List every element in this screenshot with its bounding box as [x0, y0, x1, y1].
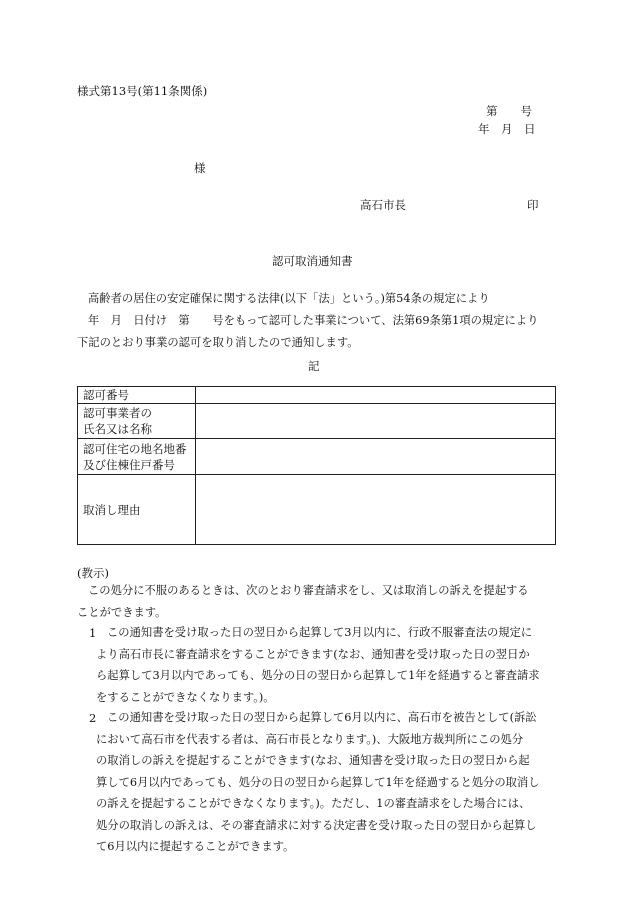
item-line: この通知書を受け取った日の翌日から起算して6月以内に、高石市を被告として(訴訟: [107, 711, 537, 724]
item-1-number: 1: [89, 626, 97, 640]
instruction-intro: [77, 580, 555, 623]
instruction-item-1: [96, 622, 556, 708]
row-label: 認可住宅の地名地番 及び住棟住戸番号: [78, 439, 196, 475]
row-label: 認可番号: [78, 387, 196, 404]
table-row: [78, 387, 556, 404]
form-number: 様式第13号(第11条関係): [77, 84, 208, 98]
issuer-name: 高石市長: [360, 198, 406, 212]
body-line: 高齢者の居住の安定確保に関する法律(以下「法」という。)第54条の規定により: [88, 292, 490, 305]
item-line: て6月以内に提起することができます。: [96, 840, 295, 853]
item-line: より高石市長に審査請求をすることができます(なお、通知書を受け取った日の翌日か: [96, 647, 530, 661]
table-row: [78, 439, 556, 475]
body-line: 下記のとおり事業の認可を取り消したので通知します。: [77, 336, 359, 349]
addressee-suffix: 様: [194, 161, 206, 175]
revocation-table: [77, 386, 556, 545]
item-line: の訴えを提起することができなくなります。)。ただし、1の審査請求をした場合には、: [96, 797, 531, 810]
intro-line: ことができます。: [77, 605, 167, 619]
row-value-field[interactable]: [196, 439, 556, 475]
row-value-field[interactable]: [196, 475, 556, 545]
item-line: 処分の取消しの訴えは、その審査請求に対する決定書を受け取った日の翌日から起算し: [96, 818, 537, 832]
row-value-field[interactable]: [196, 404, 556, 439]
row-value-field[interactable]: [196, 387, 556, 404]
item-line: をすることができなくなります。)。: [96, 690, 275, 704]
item-line: 算して6月以内であっても、処分の日の翌日から起算して1年を経過すると処分の取消し: [96, 775, 540, 789]
item-2-number: 2: [89, 711, 97, 725]
intro-line: この処分に不服のあるときは、次のとおり審査請求をし、又は取消しの訴えを提起する: [88, 584, 529, 597]
table-row: [78, 404, 556, 439]
item-line: において高石市を代表する者は、高石市長となります。)、大阪地方裁判所にこの処分: [96, 732, 524, 746]
row-label: 取消し理由: [78, 475, 196, 545]
issue-date: 年 月 日: [478, 122, 536, 136]
body-line: 年 月 日付け 第 号をもって認可した事業について、法第69条第1項の規定により: [88, 314, 539, 327]
document-title: 認可取消通知書: [272, 254, 353, 268]
ki-heading: 記: [308, 359, 320, 373]
instruction-heading: (教示): [77, 566, 109, 580]
document-number: 第 号: [486, 104, 532, 118]
body-text: [77, 288, 555, 354]
item-line: ら起算して3月以内であっても、処分の日の翌日から起算して1年を経過すると審査請求: [96, 669, 540, 682]
table-row: [78, 475, 556, 545]
row-label: 認可事業者の 氏名又は名称: [78, 404, 196, 439]
item-line: の取消しの訴えを提起することができます(なお、通知書を受け取った日の翌日から起: [96, 754, 530, 767]
item-line: この通知書を受け取った日の翌日から起算して3月以内に、行政不服審査法の規定に: [107, 626, 533, 639]
seal-mark: 印: [527, 198, 539, 212]
instruction-item-2: [96, 707, 556, 858]
